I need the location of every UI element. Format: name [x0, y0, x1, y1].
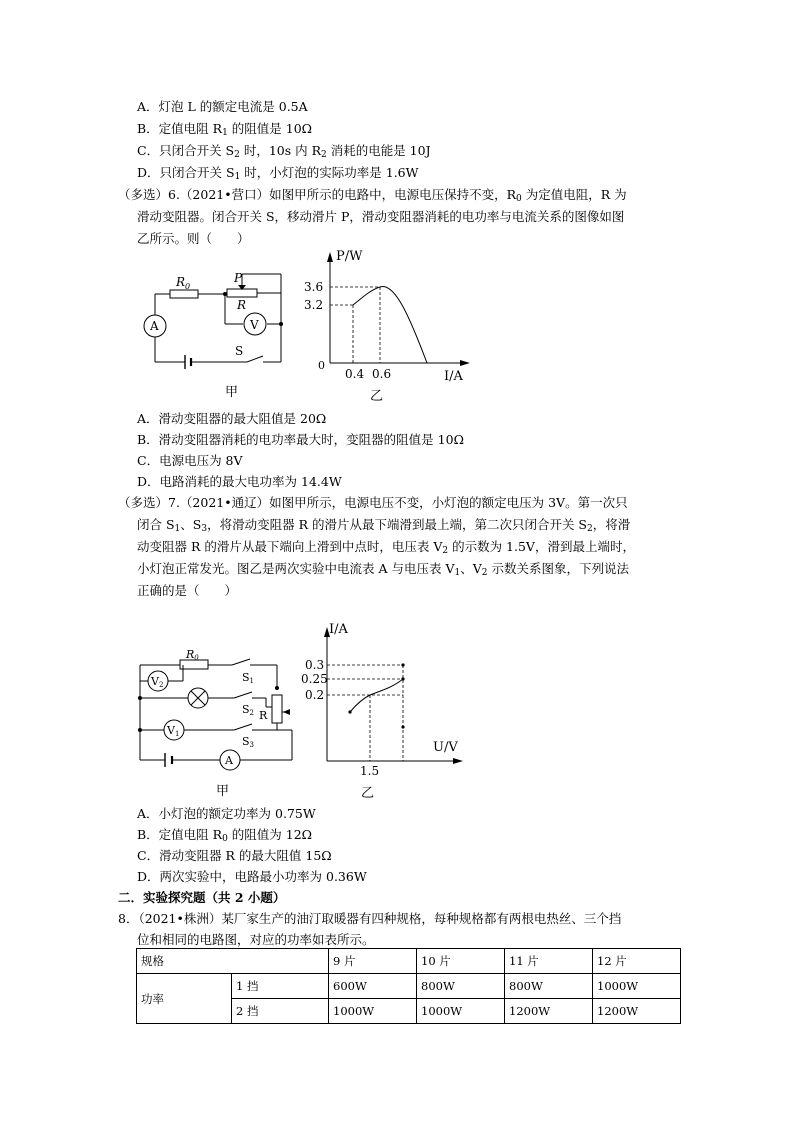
y-axis-label: I/A — [329, 622, 348, 637]
table-cell: 9 片 — [329, 949, 417, 974]
y-axis-label: P/W — [336, 249, 363, 264]
y-tick-3-2: 3.2 — [304, 298, 324, 312]
q5-option-b: B．定值电阻 $R_1$ 的阻值是 10Ω — [137, 121, 313, 138]
q6-stem-line1: （多选）6.（2021•营口）如图甲所示的电路中，电源电压保持不变，$R_0$ 为定值电阻，R 为 — [118, 187, 627, 204]
figure-caption: 甲 — [225, 385, 239, 400]
r0-label: $R_0$ — [176, 275, 191, 291]
v2-label: V2 — [151, 675, 164, 689]
rheostat-label: R — [259, 709, 268, 722]
q7-circuit-diagram — [130, 645, 305, 800]
q7-stem-line3: 动变阻器 R 的滑片从最下端向上滑到中点时，电压表 $V_2$ 的示数为 1.5V，滑到最上端时， — [137, 539, 635, 556]
q8-stem-line1: 8．（2021•株洲）某厂家生产的油汀取暖器有四种规格，每种规格都有两根电热丝、三个挡 — [118, 911, 622, 926]
table-cell: 规格 — [137, 949, 329, 974]
s2-label: S2 — [242, 703, 255, 717]
table-row — [137, 949, 681, 974]
ammeter-label: A — [225, 754, 233, 767]
voltmeter-label: V — [250, 318, 259, 332]
q8-stem-line2: 位和相同的电路图，对应的功率如表所示。 — [137, 932, 375, 947]
q7-stem-line1: （多选）7.（2021•通辽）如图甲所示，电源电压不变，小灯泡的额定电压为 3V。第一次只 — [118, 495, 628, 510]
table-cell: 功率 — [137, 974, 232, 1024]
q7-option-c: C．滑动变阻器 R 的最大阻值 15Ω — [137, 848, 332, 863]
x-tick-0-6: 0.6 — [372, 367, 392, 381]
q7-stem-line4: 小灯泡正常发光。图乙是两次实验中电流表 A 与电压表 $V_1$、$V_2$ 示数关系图象，下列说法 — [137, 561, 629, 578]
q6-option-d: D．电路消耗的最大电功率为 14.4W — [137, 474, 342, 489]
q5-option-a: A．灯泡 L 的额定电流是 0.5A — [137, 99, 308, 114]
table-cell: 1 挡 — [232, 974, 329, 999]
table-cell: 1000W — [417, 999, 505, 1024]
ammeter-label: A — [150, 319, 159, 333]
r0-label: R0 — [186, 648, 199, 662]
q6-option-a: A．滑动变阻器的最大阻值是 20Ω — [137, 411, 327, 426]
power-spec-table — [136, 948, 681, 1024]
table-cell: 1200W — [505, 999, 593, 1024]
v1-label: V1 — [167, 724, 180, 738]
y-tick-3-6: 3.6 — [304, 280, 324, 294]
q5-option-d: D．只闭合开关 $S_1$ 时，小灯泡的实际功率是 1.6W — [137, 165, 419, 182]
q5-option-c: C．只闭合开关 $S_2$ 时，10s 内 $R_2$ 消耗的电能是 10J — [137, 143, 431, 160]
origin-label: 0 — [318, 359, 325, 372]
table-cell: 600W — [329, 974, 417, 999]
figure-caption: 乙 — [370, 389, 384, 404]
table-cell: 12 片 — [593, 949, 681, 974]
switch-label: S — [235, 344, 244, 358]
y-tick-0-2: 0.2 — [305, 688, 325, 702]
q6-stem-line2: 滑动变阻器。闭合开关 S，移动滑片 P，滑动变阻器消耗的电功率与电流关系的图像如图 — [137, 209, 625, 224]
q6-option-b: B．滑动变阻器消耗的电功率最大时，变阻器的阻值是 10Ω — [137, 432, 464, 447]
y-tick-0-25: 0.25 — [301, 672, 328, 686]
x-tick-0-4: 0.4 — [345, 367, 365, 381]
x-axis-label: U/V — [433, 740, 458, 755]
q7-option-d: D．两次实验中，电路最小功率为 0.36W — [137, 869, 367, 884]
x-axis-label: I/A — [444, 369, 463, 384]
table-cell: 1000W — [593, 974, 681, 999]
table-cell: 11 片 — [505, 949, 593, 974]
figure-caption: 乙 — [361, 786, 375, 801]
table-cell: 2 挡 — [232, 999, 329, 1024]
q6-power-current-graph — [300, 248, 475, 403]
table-cell: 10 片 — [417, 949, 505, 974]
q6-stem-line3: 乙所示。则（ ） — [137, 231, 250, 246]
q7-option-a: A．小灯泡的额定功率为 0.75W — [137, 806, 316, 821]
figure-caption: 甲 — [216, 784, 230, 799]
table-cell: 1000W — [329, 999, 417, 1024]
slider-p-label: P — [234, 271, 243, 285]
table-cell: 800W — [417, 974, 505, 999]
q7-stem-line5: 正确的是（ ） — [137, 583, 238, 598]
q6-circuit-diagram — [135, 262, 295, 402]
table-cell: 800W — [505, 974, 593, 999]
x-tick-1-5: 1.5 — [360, 764, 380, 778]
section-title: 二．实验探究题（共 2 小题） — [118, 890, 286, 905]
s1-label: S1 — [242, 671, 255, 685]
q7-current-voltage-graph — [301, 615, 470, 801]
q6-option-c: C．电源电压为 8V — [137, 453, 243, 468]
rheostat-label: R — [237, 298, 247, 312]
table-cell: 1200W — [593, 999, 681, 1024]
q7-option-b: B．定值电阻 $R_0$ 的阻值为 12Ω — [137, 827, 313, 844]
y-tick-0-3: 0.3 — [305, 658, 325, 672]
q7-stem-line2: 闭合 $S_1$、$S_3$，将滑动变阻器 R 的滑片从最下端滑到最上端，第二次只闭合开关 $S_2$，将滑 — [137, 517, 631, 534]
table-row — [137, 974, 681, 999]
s3-label: S3 — [242, 735, 255, 749]
